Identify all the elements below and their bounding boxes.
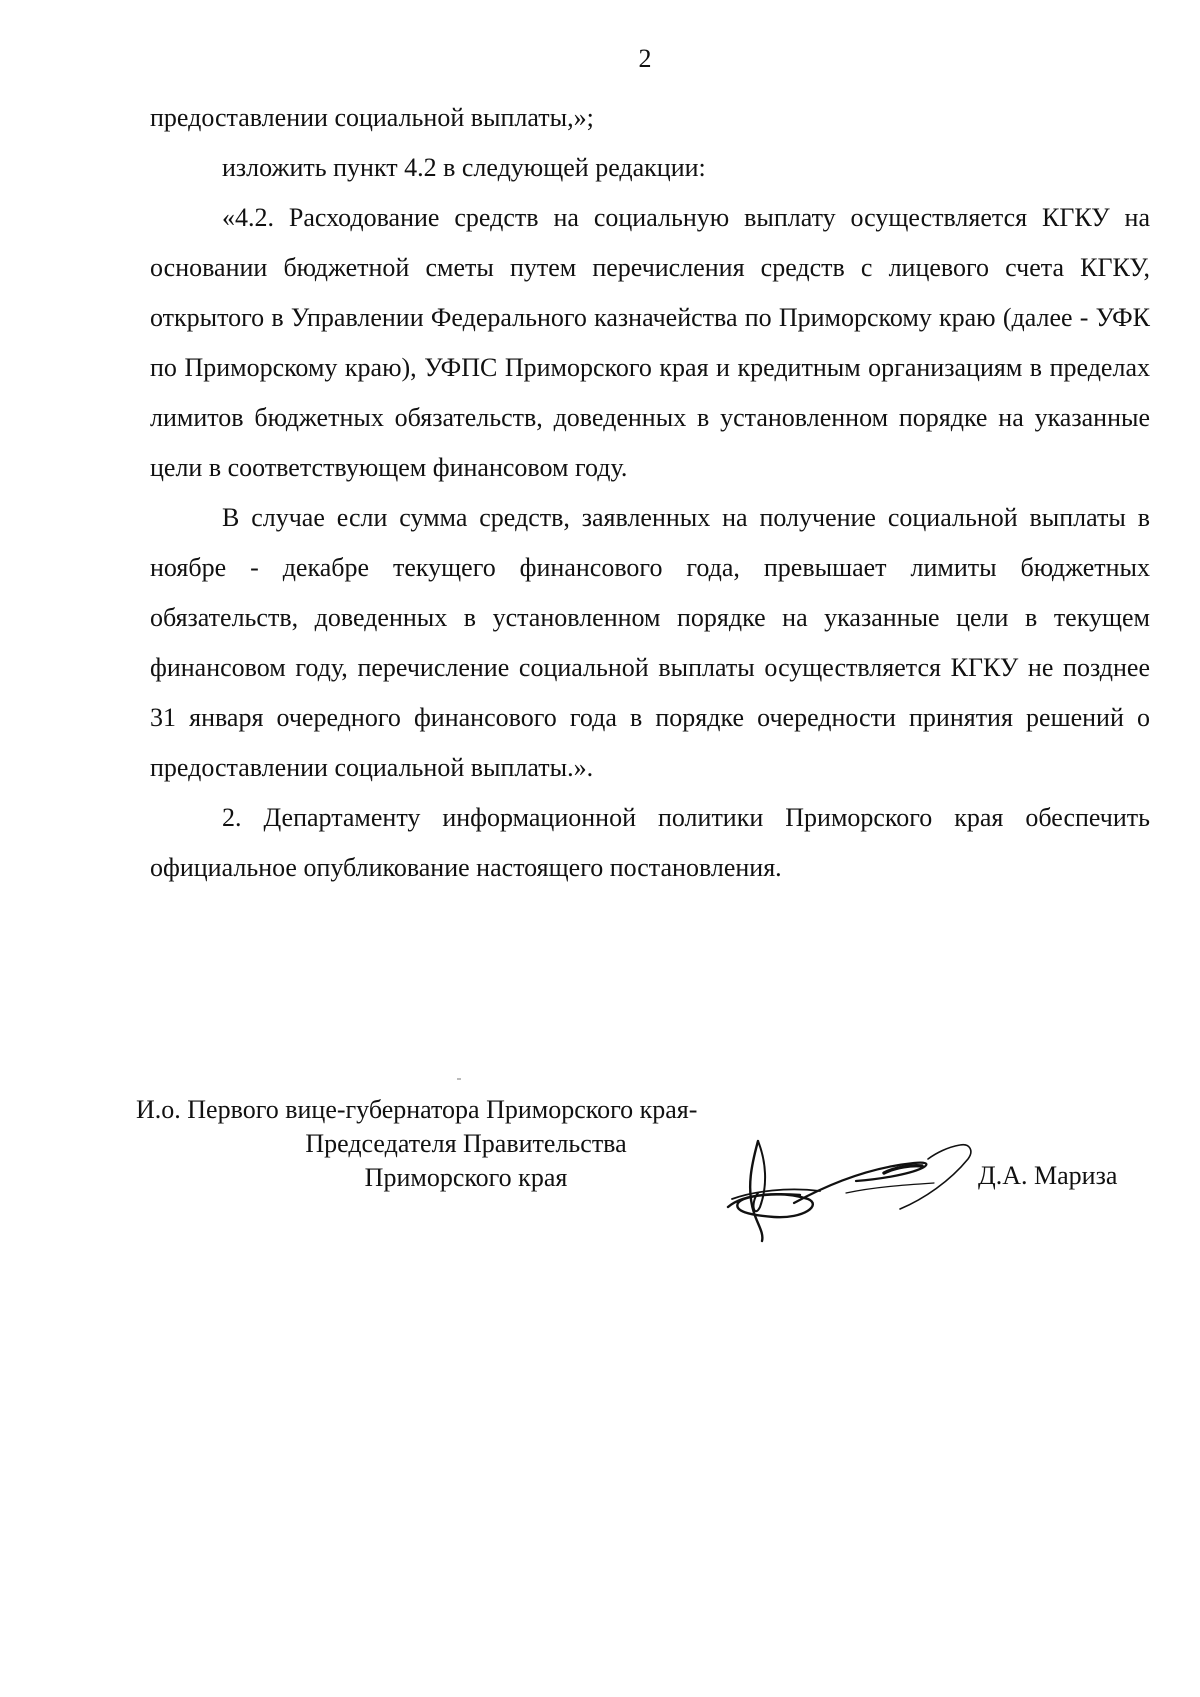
paragraph-1: предоставлении социальной выплаты,»; (150, 103, 594, 132)
paragraph-5: 2. Департаменту информационной политики Приморского края обеспечить официальное опубликование настоящего постановления. (150, 803, 1150, 882)
signature-block (0, 1093, 1200, 1233)
paragraph-3: «4.2. Расходование средств на социальную выплату осуществляется КГКУ на основании бюджетной сметы путем перечисления средств с лицевого счета КГКУ, открытого в Управлении Федерального казначейства по Приморскому краю (далее - УФК по Приморскому краю), УФПС Приморского края и кредитным организациям в пределах лимитов бюджетных обязательств, доведенных в установленном порядке на указанные цели в соответствующем финансовом году. (150, 203, 1150, 482)
document-body (150, 93, 1150, 893)
signatory-name: Д.А. Мариза (978, 1161, 1118, 1190)
scan-artifact (457, 1078, 461, 1080)
signatory-title-line-3: Приморского края (364, 1163, 568, 1192)
paragraph-2: изложить пункт 4.2 в следующей редакции: (222, 153, 706, 182)
signatory-title (136, 1093, 796, 1195)
page-number: 2 (638, 44, 652, 73)
handwritten-signature-icon (724, 1133, 984, 1243)
signatory-title-line-1: И.о. Первого вице-губернатора Приморского края- (136, 1095, 698, 1124)
signatory-title-line-2: Председателя Правительства (305, 1129, 627, 1158)
paragraph-4: В случае если сумма средств, заявленных на получение социальной выплаты в ноябре - декабре текущего финансового года, превышает лимиты бюджетных обязательств, доведенных в установленном порядке на указанные цели в текущем финансовом году, перечисление социальной выплаты осуществляется КГКУ не позднее 31 января очередного финансового года в порядке очередности принятия решений о предоставлении социальной выплаты.». (150, 503, 1150, 782)
